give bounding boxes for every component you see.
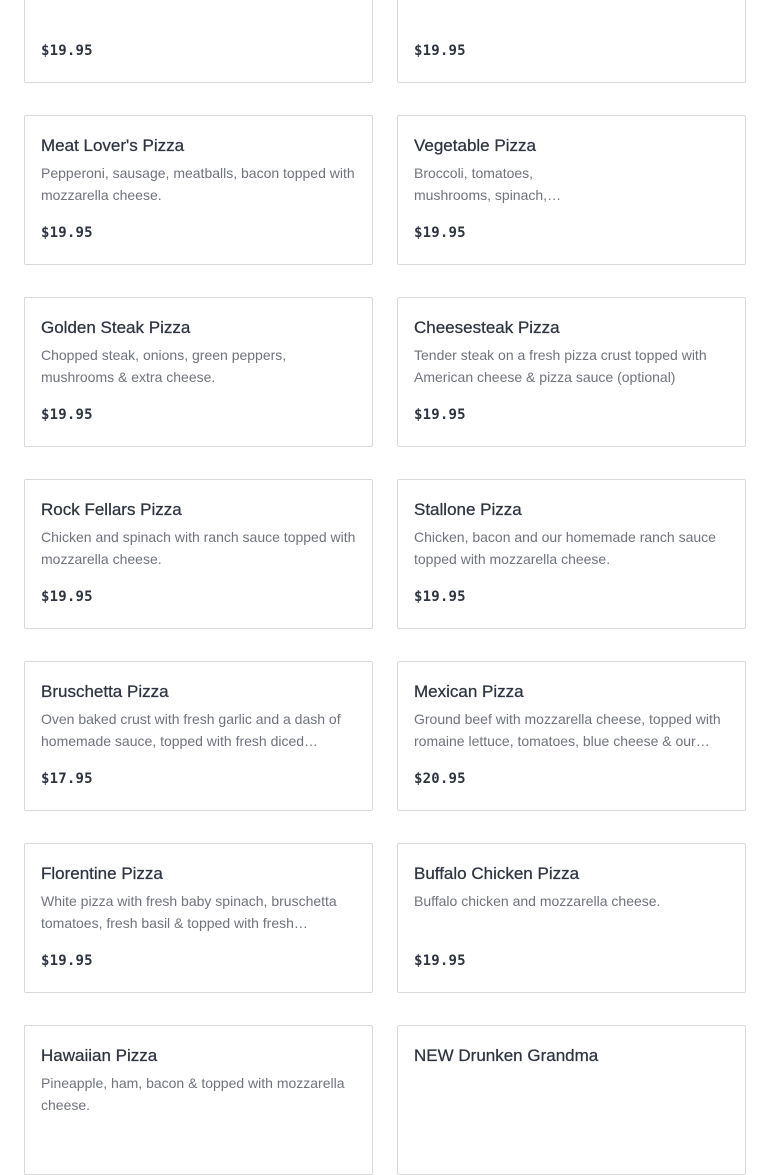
menu-item-description: Chicken and spinach with ranch sauce topped with mozzarella cheese. xyxy=(41,529,356,567)
menu-item-price: $19.95 xyxy=(41,43,93,59)
menu-item-card[interactable] xyxy=(24,479,373,629)
menu-item-card[interactable] xyxy=(397,297,746,447)
menu-item-card[interactable] xyxy=(397,1025,746,1175)
menu-item-description: Pineapple, ham, bacon & topped with mozzarella cheese. xyxy=(41,1075,345,1113)
menu-item-description: Chicken, bacon and our homemade ranch sauce topped with mozzarella cheese. xyxy=(414,529,716,567)
menu-item-card[interactable] xyxy=(24,115,373,265)
menu-item-card[interactable] xyxy=(24,843,373,993)
menu-item-card[interactable] xyxy=(397,843,746,993)
menu-item-card[interactable] xyxy=(24,297,373,447)
menu-item-price: $19.95 xyxy=(41,407,93,423)
menu-item-card[interactable] xyxy=(397,479,746,629)
menu-item-name: Cheesesteak Pizza xyxy=(414,318,560,337)
menu-item-description: Broccoli, tomatoes, mushrooms, spinach, xyxy=(414,165,548,203)
menu-item-card[interactable] xyxy=(24,0,373,83)
menu-item-price: $19.95 xyxy=(414,407,466,423)
menu-item-price: $19.95 xyxy=(41,589,93,605)
menu-item-price: $19.95 xyxy=(414,953,466,969)
menu-item-name: Buffalo Chicken Pizza xyxy=(414,864,580,883)
menu-item-description: Oven baked crust with fresh garlic and a dash of homemade sauce, topped with fresh diced xyxy=(41,711,341,749)
menu-item-description xyxy=(414,0,729,2)
menu-item-description: Chopped steak, onions, green peppers, mushrooms & extra cheese. xyxy=(41,347,287,385)
menu-item-card[interactable] xyxy=(24,1025,373,1175)
menu-item-price: $19.95 xyxy=(41,953,93,969)
menu-item-card[interactable] xyxy=(397,115,746,265)
menu-item-price: $19.95 xyxy=(414,225,466,241)
menu-item-name: Golden Steak Pizza xyxy=(41,318,191,337)
menu-item-name: NEW Drunken Grandma xyxy=(414,1046,599,1065)
menu-item-price: $19.95 xyxy=(414,589,466,605)
menu-item-card[interactable] xyxy=(397,0,746,83)
menu-item-card[interactable] xyxy=(24,661,373,811)
menu-item-name: Hawaiian Pizza xyxy=(41,1046,158,1065)
menu-item-name: Stallone Pizza xyxy=(414,500,522,519)
menu-item-name: Mexican Pizza xyxy=(414,682,524,701)
menu-item-name: Rock Fellars Pizza xyxy=(41,500,182,519)
menu-item-name: Florentine Pizza xyxy=(41,864,163,883)
menu-item-description: Tender steak on a fresh pizza crust topped with American cheese & pizza sauce (optional) xyxy=(414,347,707,385)
menu-grid xyxy=(24,0,746,1175)
menu-item-price: $19.95 xyxy=(41,225,93,241)
menu-item-price: $19.95 xyxy=(414,43,466,59)
menu-item-name: Meat Lover's Pizza xyxy=(41,136,185,155)
menu-item-price: $20.95 xyxy=(414,771,466,787)
menu-item-description: White pizza with fresh baby spinach, bruschetta tomatoes, fresh basil & topped with fresh xyxy=(41,893,337,931)
menu-item-description: Ground beef with mozzarella cheese, topped with romaine lettuce, tomatoes, blue cheese & our xyxy=(414,711,721,749)
menu-item-price: $17.95 xyxy=(41,771,93,787)
menu-item-card[interactable] xyxy=(397,661,746,811)
menu-item-name: Bruschetta Pizza xyxy=(41,682,169,701)
menu-item-description: Pepperoni, sausage, meatballs, bacon topped with mozzarella cheese. xyxy=(41,165,355,203)
menu-item-description: Buffalo chicken and mozzarella cheese. xyxy=(414,893,661,909)
menu-item-description xyxy=(41,0,356,2)
menu-item-name: Vegetable Pizza xyxy=(414,136,536,155)
